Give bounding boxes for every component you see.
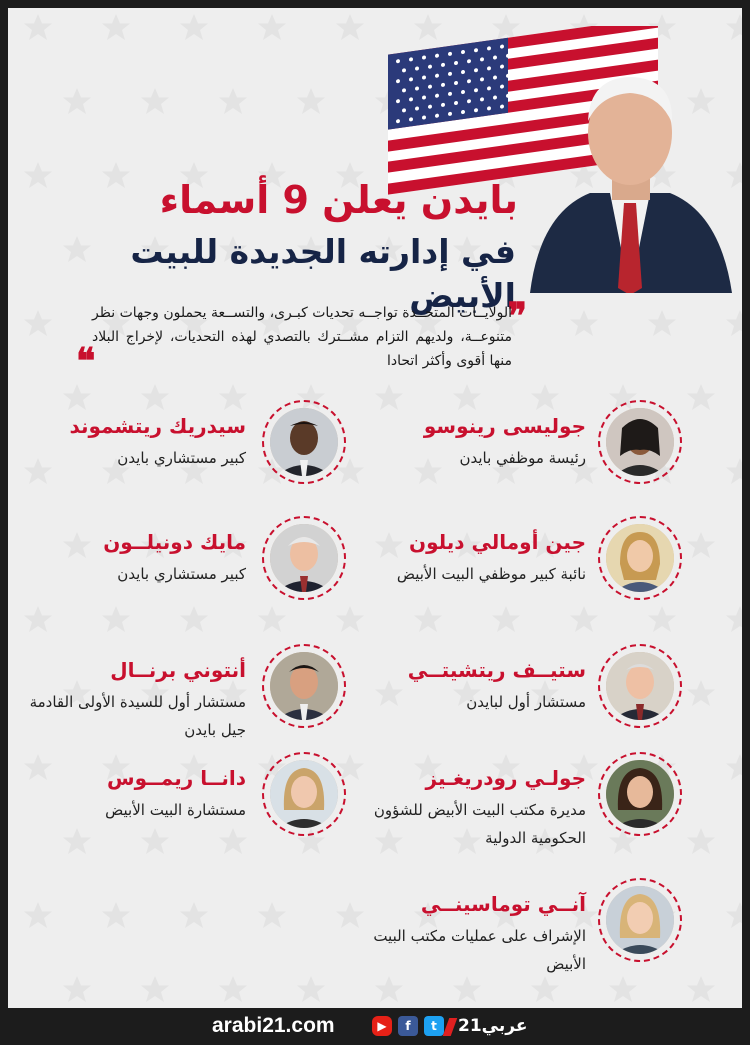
avatar-ring (598, 878, 682, 962)
footer-bar (0, 1008, 750, 1045)
appointee-name: جولـي رودريغـيز (425, 766, 586, 790)
avatar-ring (262, 516, 346, 600)
avatar (606, 652, 674, 720)
appointee-name: أنتوني برنــال (110, 658, 246, 682)
appointee-role: مستشار أول للسيدة الأولى القادمة جيل بايدن (29, 693, 246, 739)
quote-open-mark: ❞ (507, 295, 527, 337)
appointee-card (350, 400, 690, 510)
avatar-ring (262, 752, 346, 836)
avatar-ring (598, 644, 682, 728)
avatar-ring (262, 400, 346, 484)
avatar-ring (262, 644, 346, 728)
avatar (270, 408, 338, 476)
avatar-ring (598, 400, 682, 484)
appointee-role: نائبة كبير موظفي البيت الأبيض (396, 565, 586, 583)
avatar (270, 652, 338, 720)
logo-mark-icon (443, 1018, 458, 1036)
appointee-name: آنــي توماسينــي (420, 892, 586, 916)
appointee-name: دانــا ريمــوس (106, 766, 246, 790)
appointee-card (10, 752, 350, 862)
appointee-name: جوليسى رينوسو (423, 414, 586, 438)
appointee-card (10, 400, 350, 510)
headline-line1: بايدن يعلن 9 أسماء (159, 178, 518, 222)
facebook-icon[interactable]: f (398, 1016, 418, 1036)
appointee-card (350, 752, 690, 862)
quote-text: الولايــات المتحــدة تواجــه تحديات كبـرى، والتســعة يحملون وجهات نظر متنوعــة، ولديهم التزام مشــترك بالتصدي لهذه التحديات، لإخراج البلاد منها أقوى وأكثر اتحادا (92, 305, 512, 369)
youtube-icon[interactable]: ▶ (372, 1016, 392, 1036)
appointee-role: كبير مستشاري بايدن (117, 565, 246, 583)
appointee-card (10, 644, 350, 754)
avatar (606, 408, 674, 476)
appointee-name: جين أومالي ديلون (409, 530, 586, 554)
twitter-icon[interactable]: t (424, 1016, 444, 1036)
avatar (270, 760, 338, 828)
appointee-card (350, 516, 690, 626)
quote-close-mark: ❝ (76, 340, 96, 382)
infographic (8, 8, 742, 1008)
avatar (606, 886, 674, 954)
appointee-role: مديرة مكتب البيت الأبيض للشؤون الحكومية الدولية (373, 801, 586, 847)
avatar-ring (598, 752, 682, 836)
appointee-card (350, 878, 690, 988)
headline-line2: في إدارته الجديدة للبيت الأبيض (130, 232, 516, 315)
appointee-role: رئيسة موظفي بايدن (459, 449, 586, 467)
avatar (606, 524, 674, 592)
avatar (270, 524, 338, 592)
appointee-card (10, 516, 350, 626)
appointee-card (350, 644, 690, 754)
appointee-role: كبير مستشاري بايدن (117, 449, 246, 467)
avatar (606, 760, 674, 828)
appointee-role: مستشار أول لبايدن (466, 693, 586, 711)
arabi21-logo: عربي21 (458, 1016, 528, 1036)
avatar-ring (598, 516, 682, 600)
biden-portrait (520, 63, 742, 293)
appointee-name: مايك دونيلــون (103, 530, 246, 554)
appointee-name: ستيــف ريتشيتــي (407, 658, 586, 682)
appointee-role: الإشراف على عمليات مكتب البيت الأبيض (373, 927, 586, 973)
appointee-name: سيدريك ريتشموند (69, 414, 246, 438)
site-url[interactable]: arabi21.com (212, 1014, 335, 1037)
appointee-role: مستشارة البيت الأبيض (105, 801, 246, 819)
